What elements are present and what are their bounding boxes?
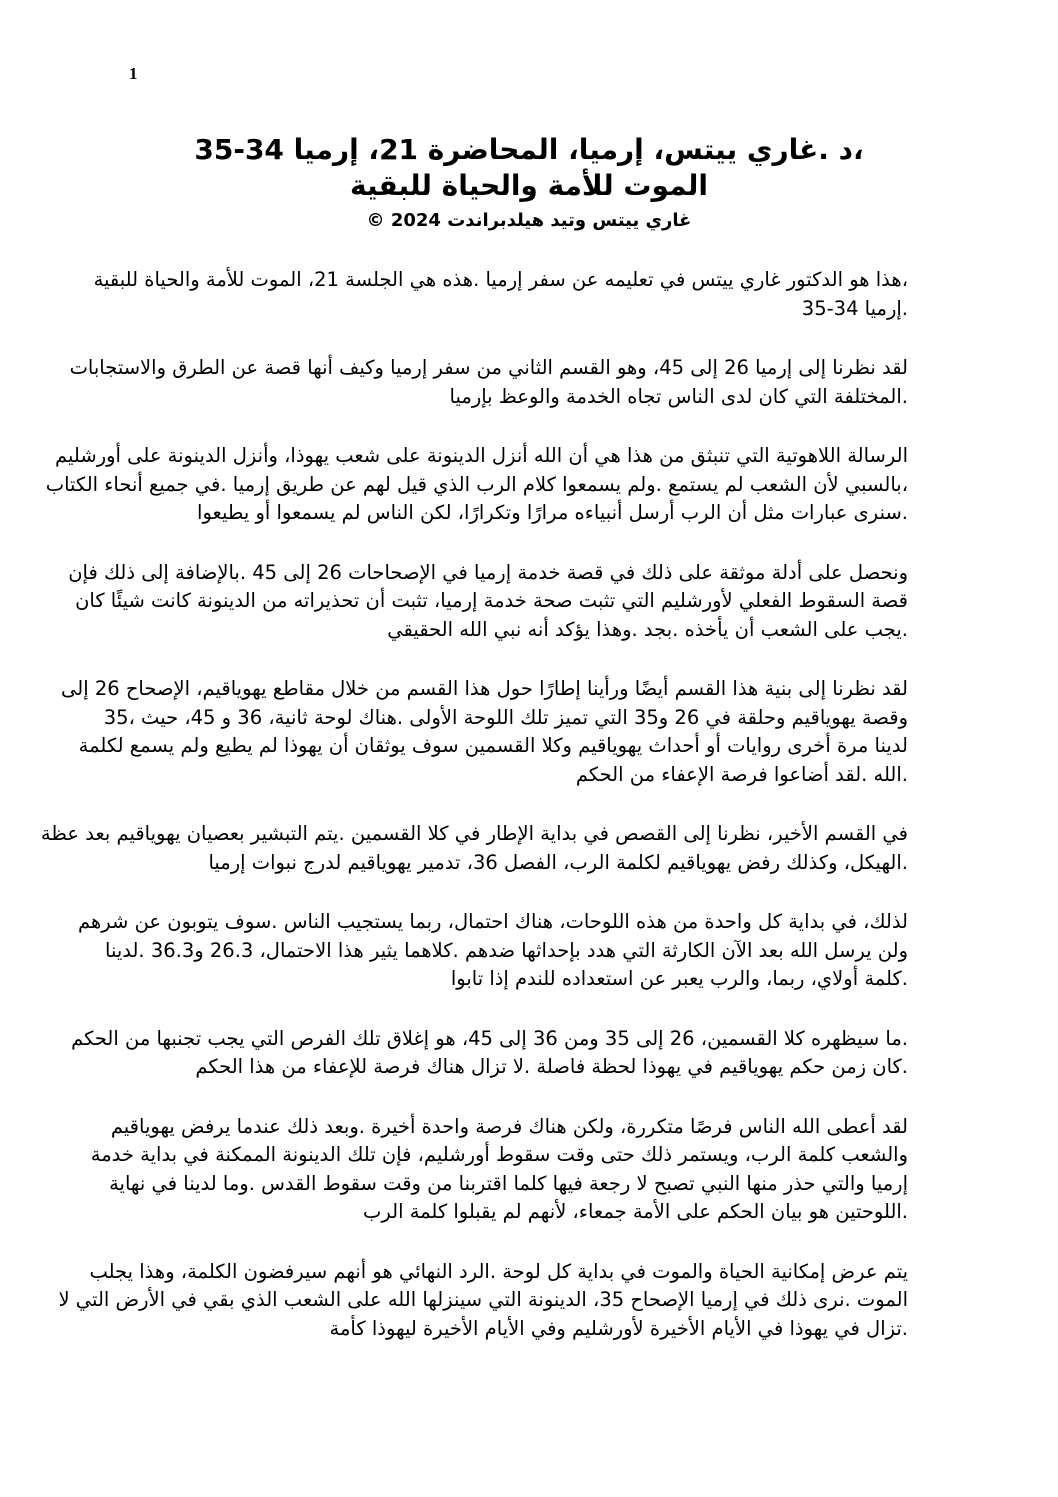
paragraph-line: لقد نظرنا إلى إرميا 26 إلى 45، وهو القسم الثاني من سفر إرميا وكيف أنها قصة عن الطرق والاستجابات	[69, 356, 908, 379]
document-body	[40, 266, 908, 1374]
paragraph	[90, 1113, 908, 1227]
paragraph-line: .سنرى عبارات مثل أن الرب أرسل أنبياءه مرارًا وتكرارًا، لكن الناس لم يسمعوا أو يطيعوا	[197, 501, 908, 524]
paragraph-line: الرسالة اللاهوتية التي تنبثق من هذا هي أن الله أنزل الدينونة على شعب يهوذا، وأنزل الدينونة على أورشليم	[55, 444, 908, 467]
paragraph	[71, 1025, 908, 1082]
document-title-line-2: الموت للأمة والحياة للبقية	[349, 169, 708, 202]
paragraph	[68, 559, 908, 645]
page-number: 1	[129, 64, 138, 83]
document-header	[150, 132, 908, 234]
paragraph-line: الموت .نرى ذلك في إرميا الإصحاح 35، الدينونة التي سينزلها الله على الشعب الذي بقي في الأرض التي لا	[58, 1288, 908, 1311]
paragraph-line: في القسم الأخير، نظرنا إلى القصص في بداية الإطار في كلا القسمين .يتم التبشير بعصيان يهوياقيم بعد عظة	[40, 822, 908, 845]
paragraph	[40, 820, 908, 877]
paragraph-line: .المختلفة التي كان لدى الناس تجاه الخدمة والوعظ بإرميا	[449, 384, 908, 408]
paragraph	[58, 1258, 908, 1344]
paragraph-line: .الهيكل، وكذلك رفض يهوياقيم لكلمة الرب، الفصل 36، تدمير يهوياقيم لدرج نبوات إرميا	[208, 850, 908, 874]
paragraph	[61, 675, 908, 789]
paragraph-line: يتم عرض إمكانية الحياة والموت في بداية كل لوحة .الرد النهائي هو أنهم سيرفضون الكلمة، وهذا يجلب	[89, 1259, 908, 1283]
paragraph-line: قصة السقوط الفعلي لأورشليم التي تثبت صحة خدمة إرميا، تثبت أن تحذيراته من الدينونة كانت شيئًا كان	[75, 589, 908, 612]
paragraph-line: لدينا مرة أخرى روايات أو أحداث يهوياقيم وكلا القسمين سوف يوثقان أن يهوذا لم يطيع ولم يسمع لكلمة	[78, 734, 908, 757]
paragraph-line: .الله .لقد أضاعوا فرصة الإعفاء من الحكم	[575, 762, 908, 786]
paragraph-line: لقد أعطى الله الناس فرصًا متكررة، ولكن هناك فرصة واحدة أخيرة .وبعد ذلك عندما يرفض يهوياقيم	[110, 1114, 908, 1138]
paragraph-line: والشعب كلمة الرب، ويستمر ذلك حتى وقت سقوط أورشليم، فإن تلك الدينونة الممكنة في بداية خدمة	[90, 1143, 908, 1166]
paragraph-line: لذلك، في بداية كل واحدة من هذه اللوحات، هناك احتمال، ربما يستجيب الناس .سوف يتوبون عن شرهم	[78, 910, 908, 933]
paragraph-line: لقد نظرنا إلى بنية هذا القسم أيضًا ورأينا إطارًا حول هذا القسم من خلال مقاطع يهوياقيم، الإصحاح 26 إلى	[61, 677, 908, 700]
paragraph-line: إرميا والتي حذر منها النبي تصبح لا رجعة فيها كلما اقتربنا من وقت سقوط القدس .وما لدينا في نهاية	[109, 1171, 908, 1195]
paragraph	[78, 908, 908, 994]
paragraph-line: .كان زمن حكم يهوياقيم في يهوذا لحظة فاصلة .لا تزال هناك فرصة للإعفاء من هذا الحكم	[195, 1055, 908, 1078]
paragraph-line: ،هذا هو الدكتور غاري ييتس في تعليمه عن سفر إرميا .هذه هي الجلسة 21، الموت للأمة والحياة للبقية	[93, 268, 908, 291]
paragraph-line: .ما سيظهره كلا القسمين، 26 إلى 35 ومن 36 إلى 45، هو إغلاق تلك الفرص التي يجب تجنبها من الحكم	[71, 1026, 908, 1050]
paragraph-line: .إرميا 34-35	[801, 296, 908, 320]
paragraph-line: .يجب على الشعب أن يأخذه .بجد .وهذا يؤكد أنه نبي الله الحقيقي	[387, 617, 908, 641]
paragraph-line: ونحصل على أدلة موثقة على ذلك في قصة خدمة إرميا في الإصحاحات 26 إلى 45 .بالإضافة إلى ذلك فإن	[68, 560, 908, 584]
paragraph-line: وقصة يهوياقيم وحلقة في 26 و35 التي تميز تلك اللوحة الأولى .هناك لوحة ثانية، 36 و 45، حيث ،35	[103, 705, 908, 729]
paragraph	[69, 354, 908, 411]
paragraph-line: ،بالسبي لأن الشعب لم يستمع .ولم يسمعوا كلام الرب الذي قيل لهم عن طريق إرميا .في جميع أنحاء الكتاب	[45, 472, 908, 496]
paragraph	[45, 442, 908, 528]
paragraph-line: ولن يرسل الله بعد الآن الكارثة التي هدد بإحداثها ضدهم .كلاهما يثير هذا الاحتمال، 26.3 و36.3 .لدينا	[105, 938, 908, 962]
document-title-line-1: ،د .غاري ييتس، إرميا، المحاضرة 21، إرميا 34-35	[194, 133, 864, 166]
paragraph-line: .تزال في يهوذا في الأيام الأخيرة لأورشليم وفي الأيام الأخيرة ليهوذا كأمة	[329, 1316, 908, 1340]
paragraph	[93, 266, 908, 323]
copyright-line: غاري ييتس وتيد هيلدبراندت 2024 ©	[366, 210, 692, 231]
paragraph-line: .كلمة أولاي، ربما، والرب يعبر عن استعداده للندم إذا تابوا	[450, 967, 908, 990]
paragraph-line: .اللوحتين هو بيان الحكم على الأمة جمعاء، لأنهم لم يقبلوا كلمة الرب	[363, 1200, 908, 1223]
